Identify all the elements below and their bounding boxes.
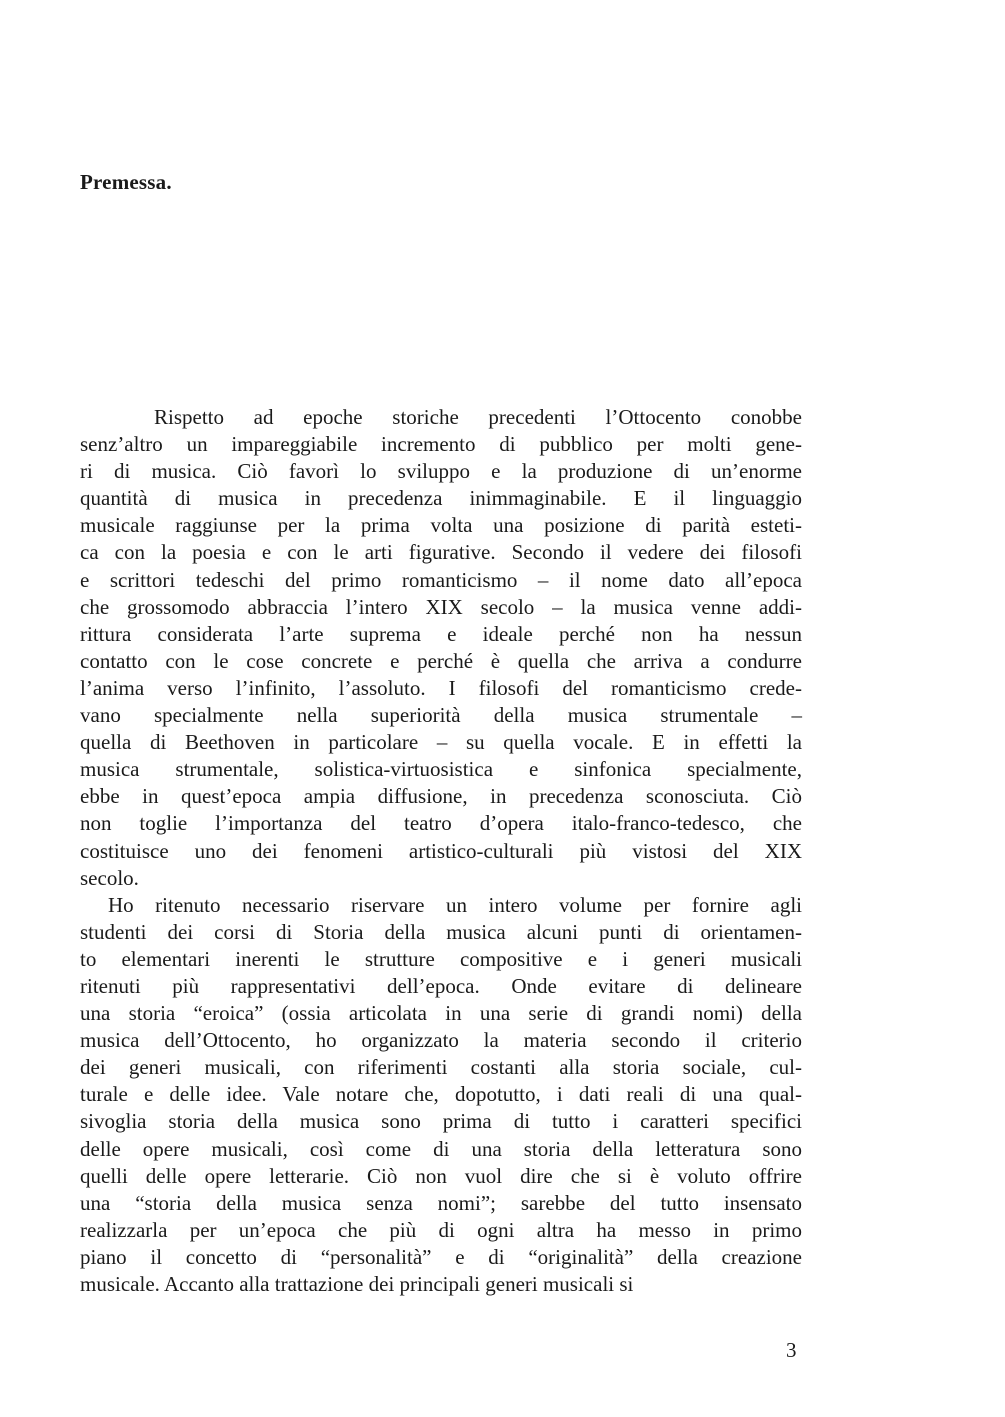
text-line: Ho ritenuto necessario riservare un intero volume per fornire agli	[108, 892, 802, 917]
text-line: quelli delle opere letterarie. Ciò non vuol dire che si è voluto offrire	[80, 1163, 802, 1188]
text-line: delle opere musicali, così come di una storia della letteratura sono	[80, 1136, 802, 1161]
text-line: quella di Beethoven in particolare – su quella vocale. E in effetti la	[80, 730, 802, 755]
text-line: ritenuti più rappresentativi dell’epoca. Onde evitare di delineare	[80, 973, 802, 998]
text-line: non toglie l’importanza del teatro d’opera italo-franco-tedesco, che	[80, 811, 802, 836]
text-line: sivoglia storia della musica sono prima di tutto i caratteri specifici	[80, 1109, 802, 1134]
text-line: musica dell’Ottocento, ho organizzato la materia secondo il criterio	[80, 1028, 802, 1053]
text-line: musica strumentale, solistica-virtuosistica e sinfonica specialmente,	[80, 757, 802, 782]
text-line: Rispetto ad epoche storiche precedenti l’Ottocento conobbe	[154, 405, 802, 429]
text-line: studenti dei corsi di Storia della musica alcuni punti di orientamen-	[80, 919, 802, 944]
text-line: realizzarla per un’epoca che più di ogni altra ha messo in primo	[80, 1217, 802, 1242]
text-line: turale e delle idee. Vale notare che, dopotutto, i dati reali di una qual-	[80, 1082, 802, 1107]
text-line: una storia “eroica” (ossia articolata in una serie di grandi nomi) della	[80, 1001, 802, 1026]
text-line: to elementari inerenti le strutture compositive e i generi musicali	[80, 946, 802, 971]
text-line: che grossomodo abbraccia l’intero XIX secolo – la musica venne addi-	[80, 594, 802, 619]
text-line: costituisce uno dei fenomeni artistico-culturali più vistosi del XIX	[80, 838, 802, 863]
text-line: secolo.	[80, 865, 139, 890]
text-line: piano il concetto di “personalità” e di “originalità” della creazione	[80, 1244, 802, 1269]
paragraph-1	[80, 404, 802, 892]
paragraph-2	[80, 892, 802, 1298]
text-line: musicale. Accanto alla trattazione dei principali generi musicali si	[80, 1272, 634, 1296]
text-line: ebbe in quest’epoca ampia diffusione, in precedenza sconosciuta. Ciò	[80, 784, 802, 809]
text-line: ri di musica. Ciò favorì lo sviluppo e la produzione di un’enorme	[80, 459, 802, 484]
text-line: l’anima verso l’infinito, l’assoluto. I filosofi del romanticismo crede-	[80, 675, 802, 700]
text-line: ca con la poesia e con le arti figurative. Secondo il vedere dei filosofi	[80, 540, 802, 565]
text-line: musicale raggiunse per la prima volta una posizione di parità esteti-	[80, 513, 802, 538]
text-line: dei generi musicali, con riferimenti costanti alla storia sociale, cul-	[80, 1055, 802, 1080]
section-heading: Premessa.	[80, 170, 172, 194]
body-text	[80, 404, 802, 1298]
text-line: senz’altro un impareggiabile incremento di pubblico per molti gene-	[80, 432, 802, 457]
text-line: una “storia della musica senza nomi”; sarebbe del tutto insensato	[80, 1190, 802, 1215]
page-number: 3	[786, 1338, 797, 1362]
text-line: e scrittori tedeschi del primo romanticismo – il nome dato all’epoca	[80, 567, 802, 592]
text-line: rittura considerata l’arte suprema e ideale perché non ha nessun	[80, 621, 802, 646]
text-line: contatto con le cose concrete e perché è quella che arriva a condurre	[80, 648, 802, 673]
text-line: quantità di musica in precedenza inimmaginabile. E il linguaggio	[80, 486, 802, 511]
text-line: vano specialmente nella superiorità della musica strumentale –	[80, 703, 802, 728]
